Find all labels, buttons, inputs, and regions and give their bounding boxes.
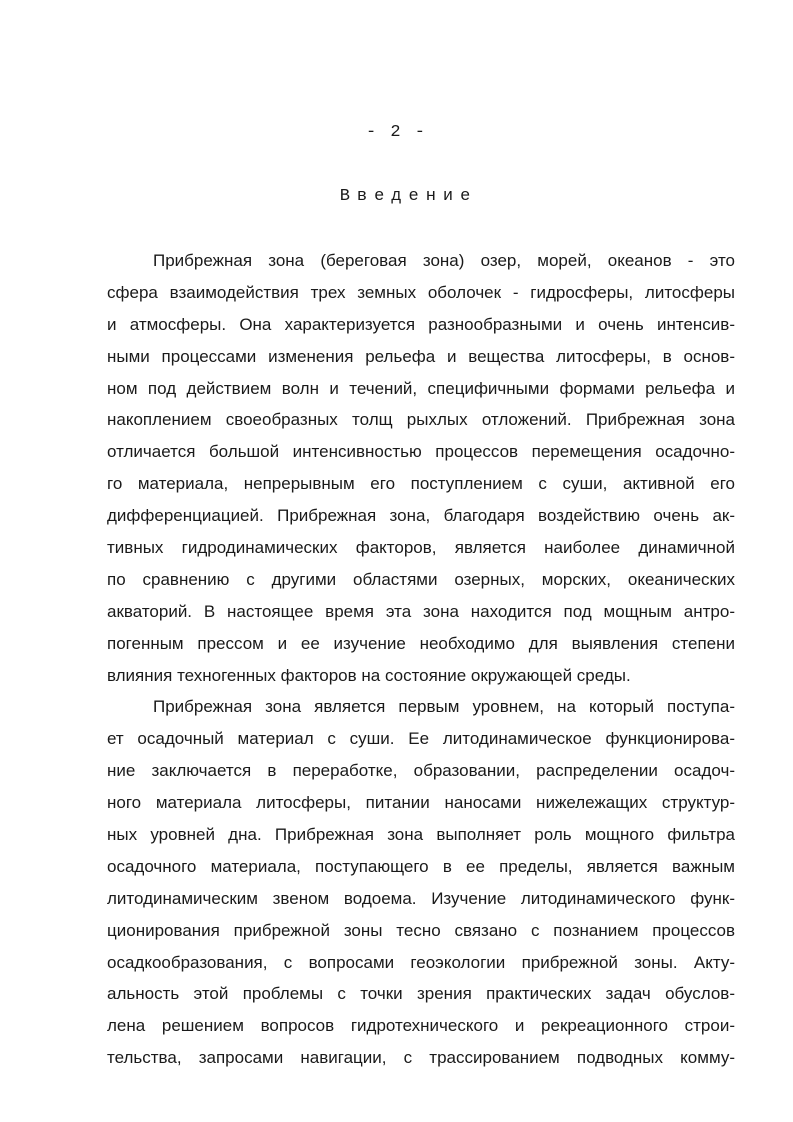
text-line: сфера взаимодействия трех земных оболочек - гидросферы, литосферы: [107, 282, 735, 302]
text-line: ционирования прибрежной зоны тесно связано с познанием процессов: [107, 920, 735, 940]
text-line: и атмосферы. Она характеризуется разнообразными и очень интенсив-: [107, 314, 735, 334]
text-line: литодинамическим звеном водоема. Изучение литодинамического функ-: [107, 888, 735, 908]
text-line: лена решением вопросов гидротехнического и рекреационного строи-: [107, 1016, 735, 1036]
text-line: осадочного материала, поступающего в ее пределы, является важным: [107, 856, 735, 876]
text-line: погенным прессом и ее изучение необходимо для выявления степени: [107, 633, 735, 653]
page-number: - 2 -: [365, 123, 427, 142]
text-line: ных уровней дна. Прибрежная зона выполняет роль мощного фильтра: [107, 825, 735, 845]
text-line: осадкообразования, с вопросами геоэкологии прибрежной зоны. Акту-: [107, 952, 735, 972]
text-line: Прибрежная зона является первым уровнем, на который поступа-: [153, 697, 735, 717]
text-line: отличается большой интенсивностью процессов перемещения осадочно-: [107, 442, 735, 462]
text-line: тельства, запросами навигации, с трассированием подводных комму-: [107, 1048, 735, 1068]
body-text: [107, 249, 735, 1078]
text-line: влияния техногенных факторов на состояние окружающей среды.: [107, 665, 631, 685]
text-line: ет осадочный материал с суши. Ее литодинамическое функционирова-: [107, 729, 735, 749]
text-line: ном под действием волн и течений, специфичными формами рельефа и: [107, 378, 735, 398]
text-line: Прибрежная зона (береговая зона) озер, морей, океанов - это: [153, 251, 735, 270]
text-line: го материала, непрерывным его поступлением с суши, активной его: [107, 474, 735, 494]
text-line: накоплением своеобразных толщ рыхлых отложений. Прибрежная зона: [107, 410, 735, 430]
text-line: ние заключается в переработке, образовании, распределении осадоч-: [107, 761, 735, 781]
text-line: альность этой проблемы с точки зрения практических задач обуслов-: [107, 984, 735, 1004]
text-line: тивных гидродинамических факторов, является наиболее динамичной: [107, 538, 735, 558]
text-line: ного материала литосферы, питании наносами нижележащих структур-: [107, 793, 735, 813]
text-line: дифференциацией. Прибрежная зона, благодаря воздействию очень ак-: [107, 506, 735, 526]
section-heading: Введение: [339, 187, 478, 206]
text-line: ными процессами изменения рельефа и вещества литосферы, в основ-: [107, 346, 735, 366]
text-line: акваторий. В настоящее время эта зона находится под мощным антро-: [107, 601, 735, 621]
text-line: по сравнению с другими областями озерных, морских, океанических: [107, 569, 735, 589]
